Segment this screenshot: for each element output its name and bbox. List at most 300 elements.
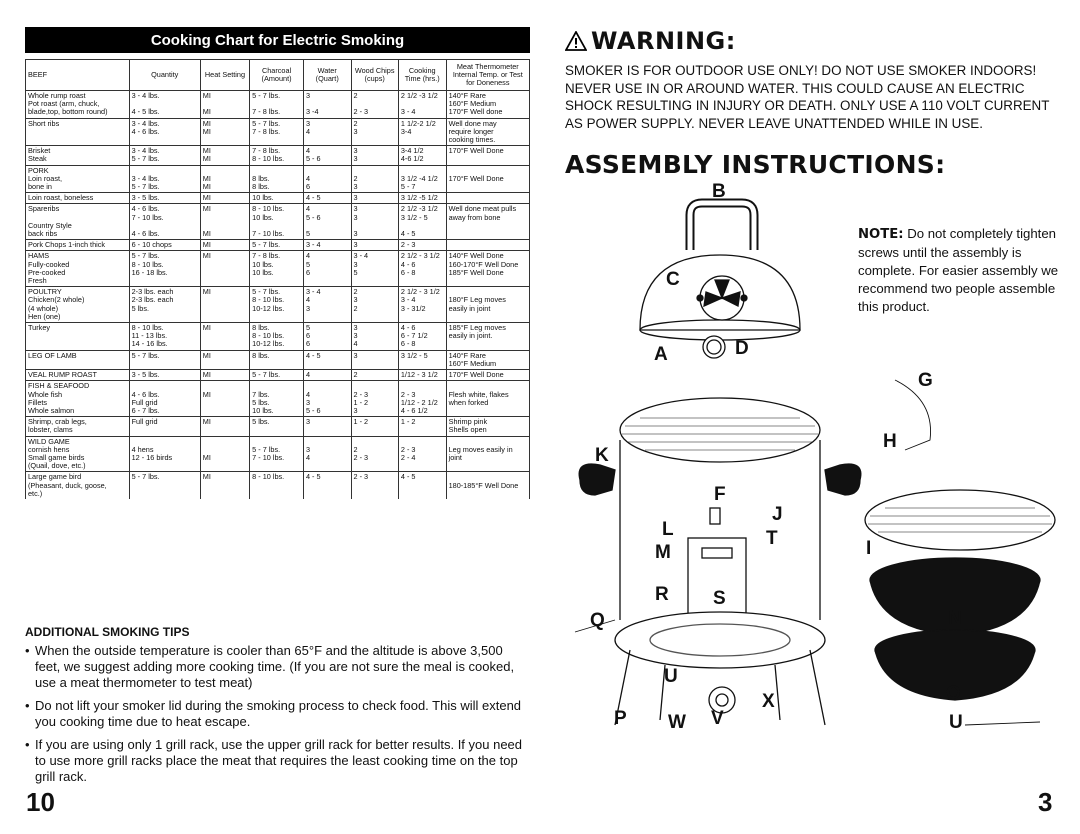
cell-line: 4 - 6 1/2	[400, 405, 428, 415]
cell-line: easily in joint.	[448, 331, 493, 341]
cell-wood-chips	[351, 146, 398, 165]
cell-line: 8 - 10 lbs.	[252, 204, 285, 214]
cell-line: 5	[305, 259, 310, 269]
cell-line: 5 - 7 lbs.	[131, 472, 160, 482]
part-label-m: M	[655, 542, 671, 563]
cell-line: 3 - 5 lbs.	[131, 193, 160, 203]
cell-water	[303, 240, 351, 251]
cell-line: Shrimp, crab legs,	[28, 417, 87, 427]
cell-line: 2 - 3	[400, 389, 416, 399]
cell-water	[303, 370, 351, 381]
bullet-icon: •	[25, 698, 30, 713]
cell-quantity	[129, 118, 200, 146]
cell-cooking-time	[398, 204, 446, 240]
cell-heat-setting	[200, 251, 249, 287]
cell-line: 4 hens	[131, 444, 154, 454]
table-row	[26, 251, 530, 287]
cell-water	[303, 350, 351, 369]
cell-thermometer	[446, 472, 529, 499]
cell-line: away from bone	[448, 212, 501, 222]
warning-title-text: WARNING:	[591, 27, 736, 55]
cell-line: 5	[353, 267, 358, 277]
cell-thermometer	[446, 370, 529, 381]
cell-line: (Quail, dove, etc.)	[28, 461, 86, 471]
part-label-g: G	[918, 370, 933, 391]
cell-water	[303, 472, 351, 499]
cell-wood-chips	[351, 370, 398, 381]
cell-line: 2	[353, 173, 358, 183]
cell-line: 3 1/2 - 5	[400, 212, 428, 222]
cell-cut	[26, 118, 130, 146]
cell-line: 2	[353, 370, 358, 380]
cell-line: 3	[353, 204, 358, 214]
page-number-right: 3	[1038, 787, 1053, 817]
cell-line: 4 - 6 lbs.	[131, 389, 160, 399]
cell-charcoal	[250, 381, 304, 417]
cell-line: 3 - 4 lbs.	[131, 173, 160, 183]
cell-line: FISH & SEAFOOD	[28, 381, 90, 391]
cell-line: 3	[353, 146, 358, 156]
cell-line: 5 lbs.	[131, 303, 150, 313]
table-row	[26, 91, 530, 119]
cell-water	[303, 323, 351, 351]
cell-line: 2	[353, 118, 358, 128]
cell-line	[203, 214, 247, 222]
cell-line: Well done meat pulls	[448, 204, 517, 214]
cell-line: MI	[202, 240, 211, 250]
cell-thermometer	[446, 118, 529, 146]
cell-line: 3 - 4	[305, 240, 321, 250]
cell-line: Whole salmon	[28, 405, 75, 415]
cell-line: 5 - 7 lbs.	[131, 182, 160, 192]
cell-wood-chips	[351, 118, 398, 146]
cell-line: MI	[202, 107, 211, 117]
cell-line: 6	[305, 331, 310, 341]
cell-line: 5 - 7	[400, 182, 416, 192]
cell-line: Loin roast, boneless	[28, 193, 94, 203]
cell-line: 3 - 4 lbs.	[131, 146, 160, 156]
cell-line: 14 - 16 lbs.	[131, 339, 168, 349]
cell-line: 8 - 10 lbs.	[252, 472, 285, 482]
cell-wood-chips	[351, 381, 398, 417]
cell-line: 11 - 13 lbs.	[131, 331, 168, 341]
cell-line: 185°F Well Done	[448, 267, 504, 277]
cell-line: WILD GAME	[28, 436, 70, 446]
cell-charcoal	[250, 287, 304, 323]
cell-line: 3	[353, 126, 358, 136]
cell-line: 7 - 10 lbs.	[131, 212, 164, 222]
cell-charcoal	[250, 472, 304, 499]
cell-cooking-time	[398, 91, 446, 119]
cell-line: 140°F Well Done	[448, 251, 504, 261]
cell-cut	[26, 193, 130, 204]
cell-quantity	[129, 240, 200, 251]
cell-heat-setting	[200, 472, 249, 499]
cell-line: Whole fish	[28, 389, 63, 399]
cell-line: 4 - 6 lbs.	[131, 126, 160, 136]
cell-line: MI	[202, 91, 211, 100]
cell-heat-setting	[200, 146, 249, 165]
cell-line: LEG OF LAMB	[28, 350, 77, 360]
cell-cut	[26, 287, 130, 323]
cell-line: POULTRY	[28, 287, 62, 297]
cell-line: 7 - 10 lbs.	[252, 229, 285, 239]
cell-line: Country Style	[28, 220, 72, 230]
warning-heading	[565, 27, 736, 55]
cell-line: 140°F Rare	[448, 350, 486, 360]
cell-quantity	[129, 146, 200, 165]
cell-heat-setting	[200, 240, 249, 251]
cell-line: 2 - 3	[353, 107, 369, 117]
cell-line: MI	[202, 370, 211, 380]
table-row	[26, 118, 530, 146]
tips-heading: ADDITIONAL SMOKING TIPS	[25, 625, 190, 639]
tip-item	[25, 643, 530, 691]
part-label-i: I	[866, 538, 872, 559]
table-row	[26, 381, 530, 417]
cell-wood-chips	[351, 350, 398, 369]
cell-line: 1 - 2	[400, 417, 416, 427]
header-cut: BEEF	[26, 60, 130, 91]
cell-line	[306, 167, 349, 175]
cell-line: Full grid	[131, 397, 158, 407]
cell-line: (Pheasant, duck, goose,	[28, 480, 107, 490]
cell-charcoal	[250, 323, 304, 351]
cell-line: 4 - 5	[305, 472, 321, 482]
cell-line: 3 1/2 -5 1/2	[400, 193, 438, 203]
cell-line: MI	[202, 173, 211, 183]
cell-line: 6 - 8	[400, 339, 416, 349]
cell-line: 10-12 lbs.	[252, 303, 285, 313]
cell-line: 7 - 8 lbs.	[252, 107, 281, 117]
cell-heat-setting	[200, 381, 249, 417]
cell-line: MI	[202, 204, 211, 214]
cell-cooking-time	[398, 193, 446, 204]
cell-charcoal	[250, 91, 304, 119]
cell-line: 5 - 7 lbs.	[131, 251, 160, 261]
cell-water	[303, 417, 351, 436]
cell-wood-chips	[351, 251, 398, 287]
cell-quantity	[129, 204, 200, 240]
assembly-heading: ASSEMBLY INSTRUCTIONS:	[565, 150, 946, 179]
cell-cooking-time	[398, 146, 446, 165]
cell-line: 4 - 6 lbs.	[131, 229, 160, 239]
cell-quantity	[129, 381, 200, 417]
cell-line: 6 - 7 lbs.	[131, 405, 160, 415]
cell-line: 160-170°F Well Done	[448, 259, 519, 269]
cell-line: 160°F Medium	[448, 358, 497, 368]
cell-line: 3	[353, 154, 358, 164]
cell-line: 4 - 6	[400, 259, 416, 269]
cell-cut	[26, 165, 130, 193]
cell-line: 3	[305, 303, 310, 313]
cell-line: Chicken(2 whole)	[28, 295, 85, 305]
cell-line: 5 - 7 lbs.	[131, 350, 160, 360]
part-label-p: P	[614, 708, 627, 729]
cell-quantity	[129, 472, 200, 499]
cell-line	[354, 438, 396, 446]
tip-text: When the outside temperature is cooler than 65°F and the altitude is above 3,500 feet, we suggest adding more cooking time. (If you are not sure the meal is cooked, use a meat thermometer to test meat)	[35, 643, 515, 690]
cell-line: 3-4	[400, 126, 412, 136]
cell-line: 8 - 10 lbs.	[252, 154, 285, 164]
cell-quantity	[129, 370, 200, 381]
cell-line: 1/12 - 2 1/2	[400, 397, 438, 407]
cell-thermometer	[446, 146, 529, 165]
cell-line: 3 - 4 lbs.	[131, 91, 160, 100]
cell-line: 2 - 4	[400, 452, 416, 462]
cell-line: MI	[202, 323, 211, 333]
cell-line: Full grid	[131, 417, 158, 427]
cell-water	[303, 193, 351, 204]
cell-quantity	[129, 165, 200, 193]
cell-line: 8 lbs.	[252, 173, 270, 183]
cell-quantity	[129, 287, 200, 323]
part-label-n: N	[948, 608, 962, 629]
cell-line: Shells open	[448, 425, 487, 435]
cell-line: HAMS	[28, 251, 50, 261]
cell-line: 7 - 8 lbs.	[252, 146, 281, 156]
cell-line: 2 - 3	[353, 389, 369, 399]
cell-line: 170°F Well Done	[448, 173, 504, 183]
tip-text: Do not lift your smoker lid during the smoking process to check food. This will extend you cooking time due to heat escape.	[35, 698, 522, 729]
part-label-k: K	[595, 445, 609, 466]
header-charcoal: Charcoal (Amount)	[250, 60, 304, 91]
cell-cooking-time	[398, 251, 446, 287]
cell-quantity	[129, 417, 200, 436]
cell-line: 180°F Leg moves	[448, 295, 506, 305]
part-label-a: A	[654, 344, 668, 365]
table-row	[26, 472, 530, 499]
cell-line: 8 lbs.	[252, 323, 270, 333]
cell-heat-setting	[200, 436, 249, 472]
table-row	[26, 323, 530, 351]
cell-cut	[26, 350, 130, 369]
cell-line	[449, 241, 527, 249]
cell-line: Fully-cooked	[28, 259, 70, 269]
table-row	[26, 240, 530, 251]
cell-quantity	[129, 251, 200, 287]
header-heat-setting: Heat Setting	[200, 60, 249, 91]
cell-thermometer	[446, 436, 529, 472]
cell-line: PORK	[28, 165, 49, 175]
cell-cut	[26, 436, 130, 472]
cell-heat-setting	[200, 91, 249, 119]
cell-line: 6	[305, 182, 310, 192]
cell-line	[203, 438, 247, 446]
cell-thermometer	[446, 350, 529, 369]
cell-line: 3	[353, 259, 358, 269]
cell-wood-chips	[351, 323, 398, 351]
tip-item	[25, 737, 530, 785]
cell-water	[303, 381, 351, 417]
cell-line: 4	[305, 173, 310, 183]
part-label-f: F	[714, 484, 726, 505]
cell-line: 5 - 6	[305, 212, 321, 222]
cell-line: 3 1/2 - 5	[400, 350, 428, 360]
cell-line: Small game birds	[28, 452, 85, 462]
cell-line: 4	[305, 126, 310, 136]
cell-line: 3	[353, 193, 358, 203]
cell-line: 3	[353, 182, 358, 192]
part-label-h: H	[883, 431, 897, 452]
cell-line	[306, 222, 349, 230]
cell-thermometer	[446, 287, 529, 323]
cell-line: Well done may	[448, 118, 497, 128]
cell-line: 4 - 5 lbs.	[131, 107, 160, 117]
cell-cooking-time	[398, 165, 446, 193]
part-label-l: L	[662, 519, 674, 540]
table-row	[26, 417, 530, 436]
cell-thermometer	[446, 323, 529, 351]
cell-line: 1 - 2	[353, 417, 369, 427]
cell-line: Whole rump roast	[28, 91, 86, 100]
cell-line: 2 1/2 -3 1/2	[400, 91, 438, 100]
cell-line: Spareribs	[28, 204, 60, 214]
cell-line: back ribs	[28, 229, 58, 239]
table-row	[26, 287, 530, 323]
cell-line: 3	[353, 350, 358, 360]
cell-cut	[26, 91, 130, 119]
cell-thermometer	[446, 417, 529, 436]
cell-water	[303, 165, 351, 193]
tip-text: If you are using only 1 grill rack, use the upper grill rack for better results. If you need to use more grill racks place the meat that requires the least cooking time on the top grill rack.	[35, 737, 523, 784]
cell-wood-chips	[351, 204, 398, 240]
cell-line: 7 - 10 lbs.	[252, 452, 285, 462]
cell-line: 10 lbs.	[252, 267, 274, 277]
cooking-chart-table	[25, 59, 530, 499]
cell-line: 6	[305, 339, 310, 349]
cell-line: 170°F Well done	[448, 107, 503, 117]
cell-thermometer	[446, 381, 529, 417]
cell-thermometer	[446, 204, 529, 240]
cell-line: MI	[202, 452, 211, 462]
cell-line: 6 - 8	[400, 267, 416, 277]
cell-heat-setting	[200, 165, 249, 193]
cell-cut	[26, 251, 130, 287]
cell-cut	[26, 146, 130, 165]
cell-line: 6 - 7 1/2	[400, 331, 428, 341]
cell-cooking-time	[398, 350, 446, 369]
cell-cut	[26, 381, 130, 417]
cell-charcoal	[250, 436, 304, 472]
cell-thermometer	[446, 193, 529, 204]
cell-line: Turkey	[28, 323, 51, 333]
part-label-u: U	[664, 666, 678, 687]
cell-line: cornish hens	[28, 444, 70, 454]
cell-cooking-time	[398, 240, 446, 251]
tip-item	[25, 698, 530, 730]
cell-line: 4	[305, 370, 310, 380]
part-label-q: Q	[590, 610, 605, 631]
cell-line: 3	[305, 397, 310, 407]
note-label: NOTE:	[858, 227, 904, 242]
cell-wood-chips	[351, 417, 398, 436]
cell-water	[303, 118, 351, 146]
cell-heat-setting	[200, 323, 249, 351]
cell-quantity	[129, 436, 200, 472]
cell-charcoal	[250, 118, 304, 146]
cell-line: 5 - 6	[305, 405, 321, 415]
cell-line: 2	[353, 303, 358, 313]
cell-line: 8 lbs.	[252, 350, 270, 360]
cell-line: 180-185°F Well Done	[448, 480, 519, 490]
cell-charcoal	[250, 350, 304, 369]
cell-line: 4	[305, 295, 310, 305]
header-water: Water (Quart)	[303, 60, 351, 91]
cell-wood-chips	[351, 165, 398, 193]
cell-line: 6 - 10 chops	[131, 240, 172, 250]
cell-line	[354, 167, 396, 175]
cell-charcoal	[250, 240, 304, 251]
table-row	[26, 350, 530, 369]
cell-line: 16 - 18 lbs.	[131, 267, 168, 277]
cell-line: Large game bird	[28, 472, 82, 482]
cell-line: 2	[353, 287, 358, 297]
cell-line: MI	[202, 193, 211, 203]
cell-line: 3 -4	[305, 107, 319, 117]
cell-line: MI	[202, 146, 211, 156]
cell-line: 5 - 7 lbs.	[252, 91, 281, 100]
header-cooking-time: Cooking Time (hrs.)	[398, 60, 446, 91]
cell-charcoal	[250, 204, 304, 240]
cell-line: 3	[305, 91, 310, 100]
bullet-icon: •	[25, 643, 30, 658]
header-wood-chips: Wood Chips (cups)	[351, 60, 398, 91]
cell-water	[303, 251, 351, 287]
cell-line: MI	[202, 251, 211, 261]
cell-cooking-time	[398, 436, 446, 472]
cell-line: 2-3 lbs. each	[131, 295, 174, 305]
warning-text: SMOKER IS FOR OUTDOOR USE ONLY! DO NOT USE SMOKER INDOORS! NEVER USE IN OR AROUND WATER. THIS COULD CAUSE AN ELECTRIC SHOCK RESULTING IN INJURY OR DEATH. ONLY USE A 110 VOLT CURRENT AS POWER SUPPLY. NEVER LEAVE UNATTENDED WHILE IN USE.	[565, 63, 1050, 131]
cell-line: 4	[305, 389, 310, 399]
cell-line: 5 - 7 lbs.	[252, 118, 281, 128]
cell-line: 3	[305, 118, 310, 128]
cell-line: 140°F Rare	[448, 91, 486, 100]
cell-line: 3	[305, 444, 310, 454]
cell-wood-chips	[351, 287, 398, 323]
cell-heat-setting	[200, 370, 249, 381]
cell-line: 2	[353, 91, 358, 100]
cell-line: 1 - 2	[353, 397, 369, 407]
cell-line: 8 - 10 lbs.	[131, 323, 164, 333]
cell-line: MI	[202, 229, 211, 239]
cell-line: blade,top, bottom round)	[28, 107, 108, 117]
part-label-s: S	[713, 588, 726, 609]
cell-line: 185°F Leg moves	[448, 323, 506, 333]
cell-line	[306, 438, 349, 446]
cell-line: Pork Chops 1-inch thick	[28, 240, 106, 250]
cell-charcoal	[250, 165, 304, 193]
cell-line: 10 lbs.	[252, 193, 274, 203]
cooking-chart-title: Cooking Chart for Electric Smoking	[25, 27, 530, 53]
cell-line: Short ribs	[28, 118, 60, 128]
cell-line: 2 1/2 - 3 1/2	[400, 287, 440, 297]
cell-thermometer	[446, 165, 529, 193]
cell-line: cooking times.	[448, 135, 496, 145]
cell-line: 4	[353, 339, 358, 349]
cell-line: 3 1/2 -4 1/2	[400, 173, 438, 183]
table-row	[26, 204, 530, 240]
cell-cut	[26, 323, 130, 351]
part-label-x: X	[762, 691, 775, 712]
table-row	[26, 146, 530, 165]
cell-line: 170°F Well Done	[448, 146, 504, 156]
cell-line: 5 - 7 lbs.	[252, 370, 281, 380]
cell-line: 7 lbs.	[252, 389, 270, 399]
cell-line: 3 - 4	[305, 287, 321, 297]
cell-line: MI	[202, 182, 211, 192]
cell-line: 8 - 10 lbs.	[252, 331, 285, 341]
